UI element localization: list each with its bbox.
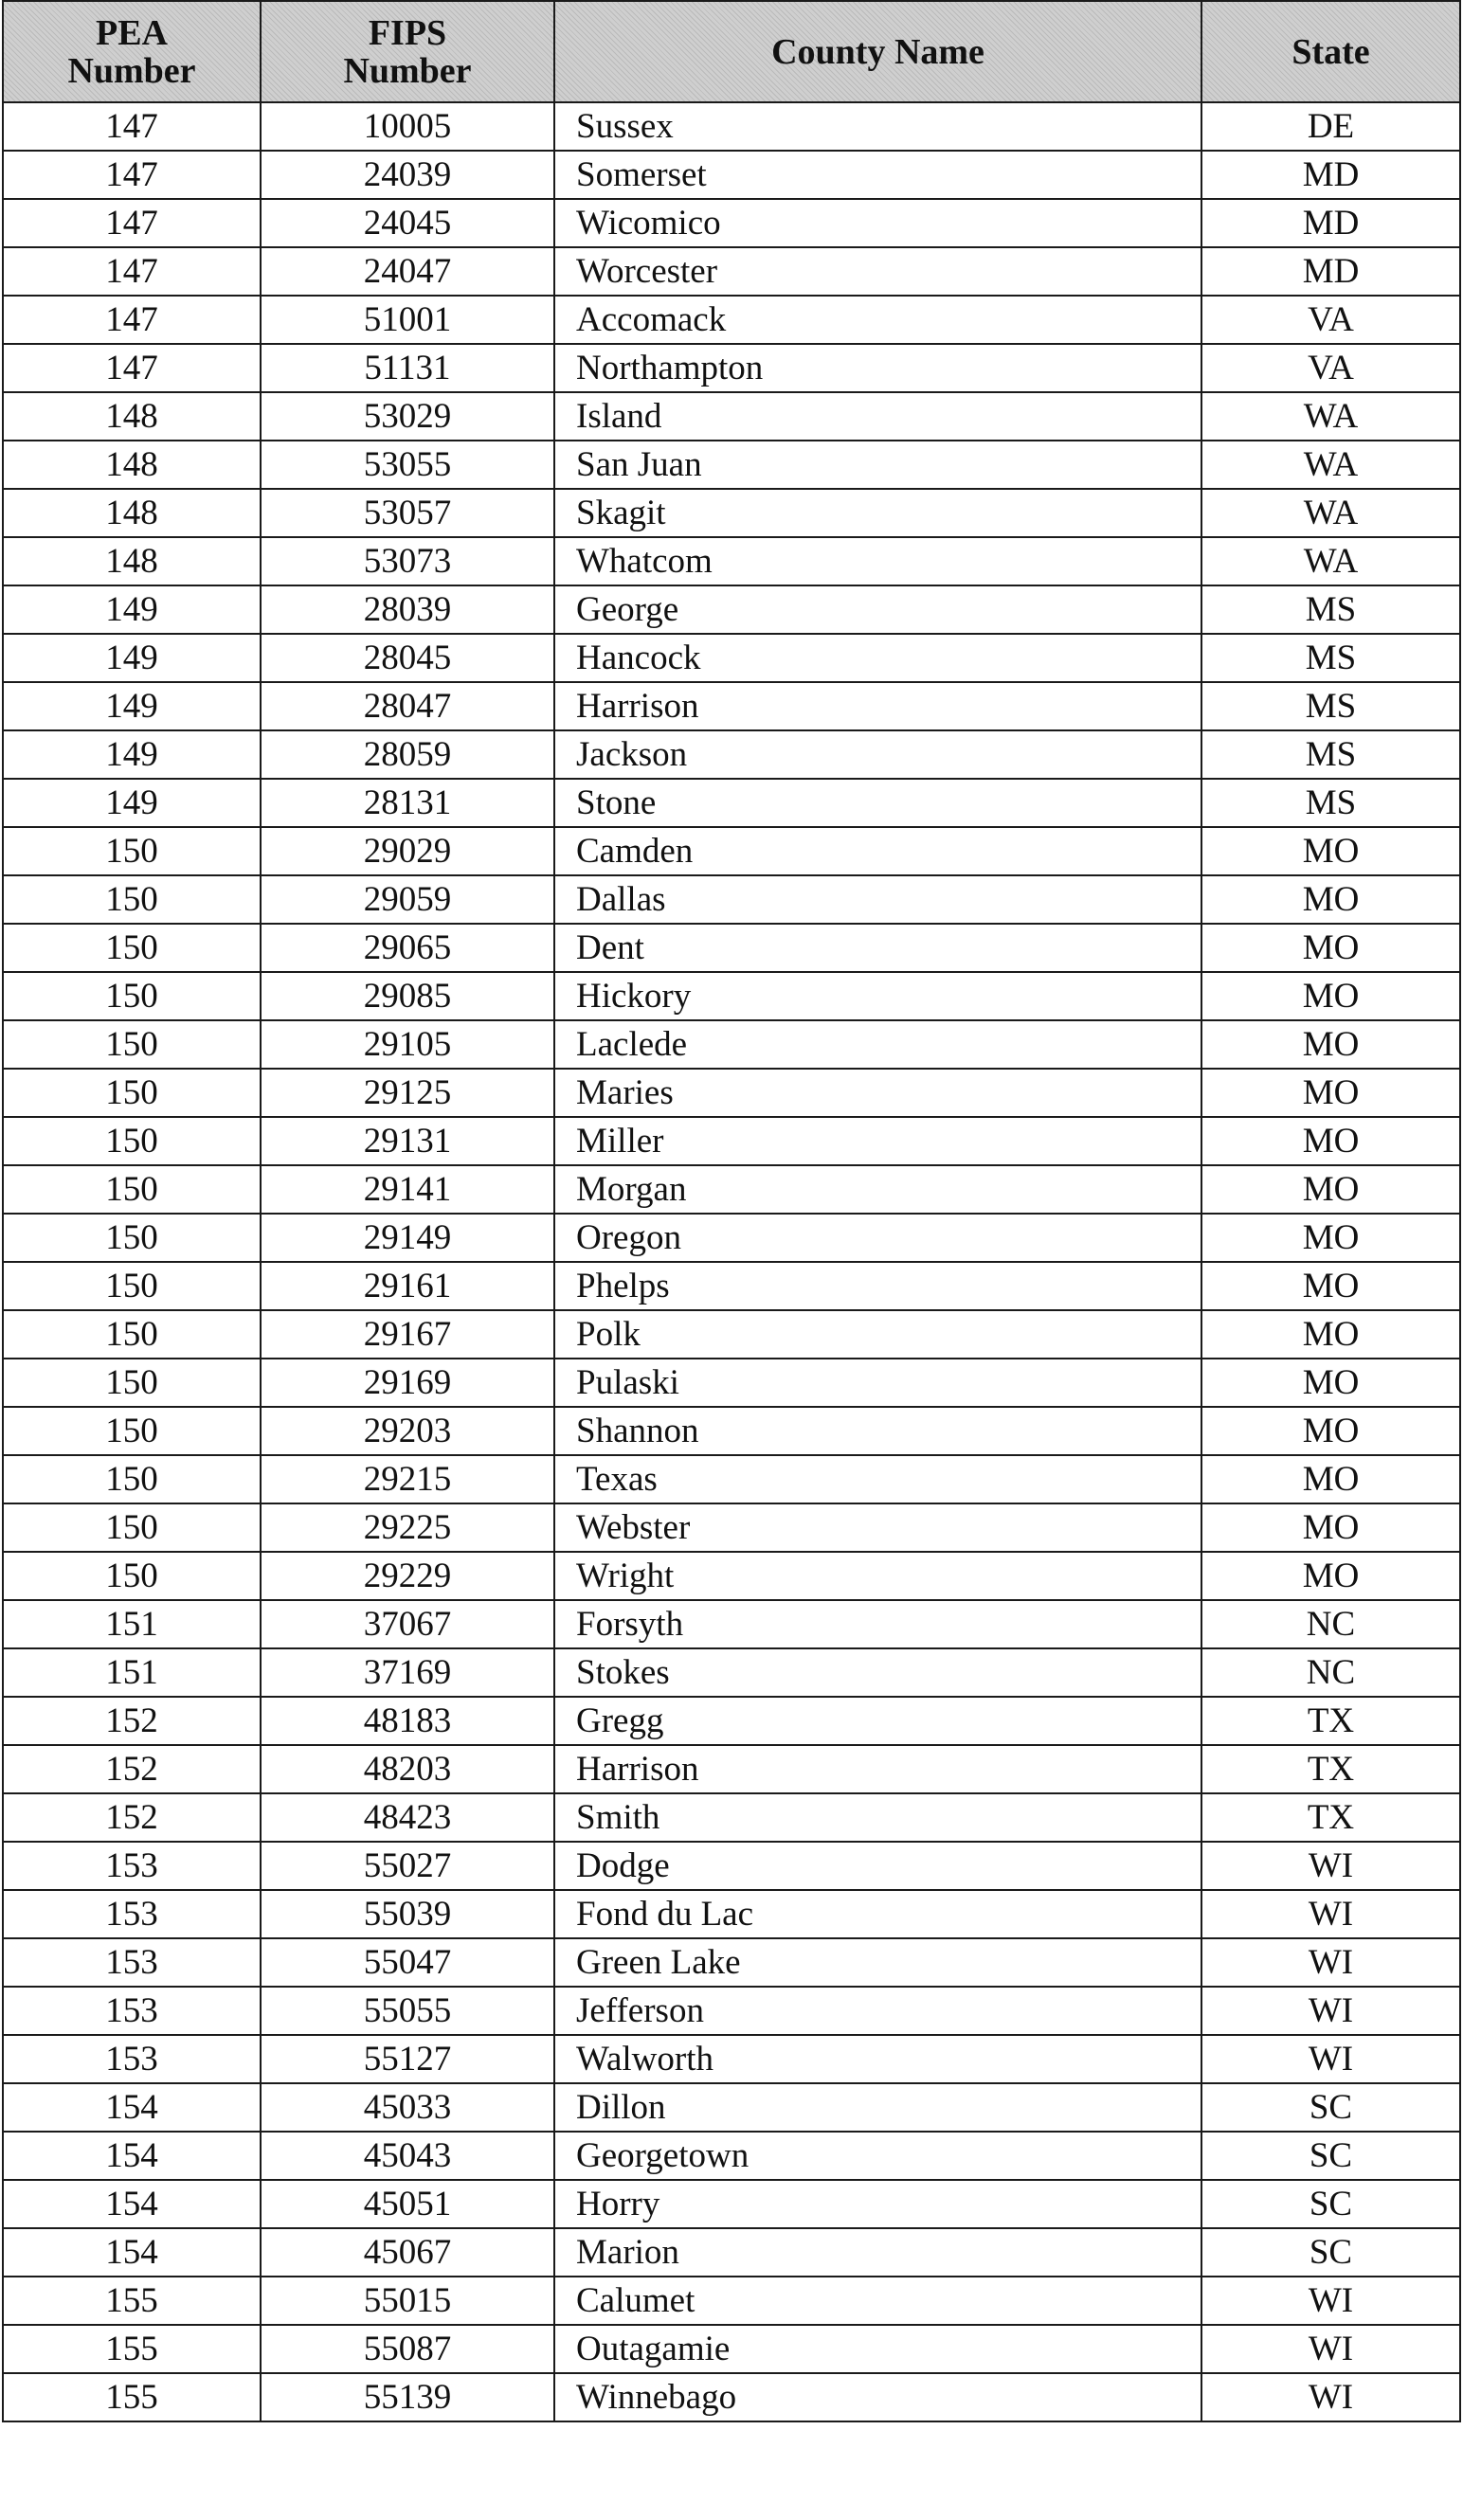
cell-state: MO — [1201, 924, 1460, 972]
cell-county-name: Island — [554, 392, 1201, 441]
cell-pea-number: 147 — [3, 344, 261, 392]
cell-fips-number: 29161 — [261, 1262, 554, 1310]
cell-county-name: Accomack — [554, 296, 1201, 344]
cell-county-name: Hancock — [554, 634, 1201, 682]
cell-county-name: Pulaski — [554, 1359, 1201, 1407]
cell-fips-number: 28131 — [261, 779, 554, 827]
cell-state: MO — [1201, 1117, 1460, 1165]
cell-pea-number: 150 — [3, 1214, 261, 1262]
cell-county-name: Gregg — [554, 1697, 1201, 1745]
cell-county-name: Dent — [554, 924, 1201, 972]
cell-state: MO — [1201, 1069, 1460, 1117]
cell-fips-number: 37169 — [261, 1648, 554, 1697]
header-county-name: County Name — [554, 1, 1201, 102]
cell-county-name: Calumet — [554, 2277, 1201, 2325]
cell-fips-number: 24045 — [261, 199, 554, 247]
cell-fips-number: 48423 — [261, 1793, 554, 1842]
cell-fips-number: 55015 — [261, 2277, 554, 2325]
cell-state: WI — [1201, 1987, 1460, 2035]
cell-fips-number: 55047 — [261, 1938, 554, 1987]
cell-fips-number: 55087 — [261, 2325, 554, 2373]
cell-state: MO — [1201, 1455, 1460, 1503]
cell-fips-number: 45043 — [261, 2132, 554, 2180]
cell-county-name: Miller — [554, 1117, 1201, 1165]
table-row — [3, 2228, 1460, 2277]
cell-pea-number: 150 — [3, 1262, 261, 1310]
table-row — [3, 1745, 1460, 1793]
cell-fips-number: 53055 — [261, 441, 554, 489]
table-row — [3, 1407, 1460, 1455]
cell-fips-number: 29105 — [261, 1020, 554, 1069]
cell-county-name: Morgan — [554, 1165, 1201, 1214]
table-row — [3, 247, 1460, 296]
cell-pea-number: 147 — [3, 199, 261, 247]
cell-fips-number: 53057 — [261, 489, 554, 537]
table-row — [3, 1987, 1460, 2035]
cell-fips-number: 45051 — [261, 2180, 554, 2228]
table-row — [3, 1165, 1460, 1214]
cell-pea-number: 148 — [3, 392, 261, 441]
cell-fips-number: 51131 — [261, 344, 554, 392]
cell-state: WI — [1201, 1938, 1460, 1987]
cell-fips-number: 28059 — [261, 730, 554, 779]
cell-fips-number: 28047 — [261, 682, 554, 730]
cell-fips-number: 55055 — [261, 1987, 554, 2035]
cell-county-name: Polk — [554, 1310, 1201, 1359]
cell-pea-number: 148 — [3, 537, 261, 585]
cell-fips-number: 48203 — [261, 1745, 554, 1793]
cell-county-name: Dillon — [554, 2083, 1201, 2132]
table-row — [3, 1938, 1460, 1987]
cell-pea-number: 155 — [3, 2277, 261, 2325]
cell-pea-number: 148 — [3, 441, 261, 489]
cell-fips-number: 29059 — [261, 875, 554, 924]
cell-pea-number: 150 — [3, 1552, 261, 1600]
cell-county-name: Jackson — [554, 730, 1201, 779]
cell-fips-number: 55127 — [261, 2035, 554, 2083]
cell-state: SC — [1201, 2083, 1460, 2132]
cell-state: MO — [1201, 1262, 1460, 1310]
cell-state: WI — [1201, 2325, 1460, 2373]
cell-fips-number: 45067 — [261, 2228, 554, 2277]
cell-pea-number: 150 — [3, 1310, 261, 1359]
cell-state: MO — [1201, 827, 1460, 875]
cell-pea-number: 150 — [3, 1407, 261, 1455]
cell-state: TX — [1201, 1745, 1460, 1793]
cell-pea-number: 153 — [3, 2035, 261, 2083]
table-header — [3, 1, 1460, 102]
cell-fips-number: 55039 — [261, 1890, 554, 1938]
table-row — [3, 1359, 1460, 1407]
cell-pea-number: 153 — [3, 1890, 261, 1938]
table-row — [3, 151, 1460, 199]
table-row — [3, 2035, 1460, 2083]
cell-pea-number: 150 — [3, 1069, 261, 1117]
cell-state: MO — [1201, 972, 1460, 1020]
table-row — [3, 2373, 1460, 2421]
cell-county-name: Wright — [554, 1552, 1201, 1600]
cell-state: NC — [1201, 1648, 1460, 1697]
cell-state: SC — [1201, 2180, 1460, 2228]
cell-pea-number: 152 — [3, 1697, 261, 1745]
table-row — [3, 1503, 1460, 1552]
cell-county-name: San Juan — [554, 441, 1201, 489]
table-row — [3, 199, 1460, 247]
header-pea-line-1: PEA — [96, 12, 168, 53]
cell-fips-number: 55027 — [261, 1842, 554, 1890]
table-row — [3, 924, 1460, 972]
table-row — [3, 1214, 1460, 1262]
cell-county-name: Laclede — [554, 1020, 1201, 1069]
cell-pea-number: 150 — [3, 875, 261, 924]
cell-state: MO — [1201, 1020, 1460, 1069]
cell-county-name: Green Lake — [554, 1938, 1201, 1987]
table-row — [3, 1455, 1460, 1503]
table-row — [3, 779, 1460, 827]
cell-state: MO — [1201, 1214, 1460, 1262]
header-pea-number — [3, 1, 261, 102]
cell-county-name: Somerset — [554, 151, 1201, 199]
cell-state: MO — [1201, 1552, 1460, 1600]
header-fips-line-2: Number — [343, 50, 472, 91]
cell-pea-number: 149 — [3, 585, 261, 634]
cell-fips-number: 53029 — [261, 392, 554, 441]
cell-state: WA — [1201, 441, 1460, 489]
cell-county-name: Harrison — [554, 1745, 1201, 1793]
table-row — [3, 1310, 1460, 1359]
cell-state: MO — [1201, 1165, 1460, 1214]
table-row — [3, 2180, 1460, 2228]
cell-county-name: Wicomico — [554, 199, 1201, 247]
cell-fips-number: 51001 — [261, 296, 554, 344]
cell-pea-number: 150 — [3, 1165, 261, 1214]
cell-state: MD — [1201, 151, 1460, 199]
cell-fips-number: 48183 — [261, 1697, 554, 1745]
cell-state: SC — [1201, 2132, 1460, 2180]
cell-pea-number: 149 — [3, 730, 261, 779]
cell-county-name: Stone — [554, 779, 1201, 827]
cell-county-name: Shannon — [554, 1407, 1201, 1455]
cell-county-name: Fond du Lac — [554, 1890, 1201, 1938]
cell-pea-number: 151 — [3, 1600, 261, 1648]
cell-state: WI — [1201, 2035, 1460, 2083]
cell-pea-number: 149 — [3, 779, 261, 827]
cell-pea-number: 152 — [3, 1745, 261, 1793]
table-row — [3, 1890, 1460, 1938]
cell-fips-number: 29167 — [261, 1310, 554, 1359]
cell-pea-number: 147 — [3, 151, 261, 199]
cell-county-name: Sussex — [554, 102, 1201, 151]
table-row — [3, 2277, 1460, 2325]
cell-pea-number: 150 — [3, 1020, 261, 1069]
cell-state: WI — [1201, 1842, 1460, 1890]
cell-state: WI — [1201, 2373, 1460, 2421]
table-row — [3, 537, 1460, 585]
table-row — [3, 2325, 1460, 2373]
cell-fips-number: 37067 — [261, 1600, 554, 1648]
cell-state: WI — [1201, 2277, 1460, 2325]
cell-pea-number: 150 — [3, 827, 261, 875]
cell-pea-number: 150 — [3, 1503, 261, 1552]
cell-state: WI — [1201, 1890, 1460, 1938]
cell-state: TX — [1201, 1793, 1460, 1842]
cell-pea-number: 150 — [3, 924, 261, 972]
cell-pea-number: 149 — [3, 682, 261, 730]
cell-state: VA — [1201, 344, 1460, 392]
cell-fips-number: 29203 — [261, 1407, 554, 1455]
table-row — [3, 1262, 1460, 1310]
cell-fips-number: 29131 — [261, 1117, 554, 1165]
cell-state: MD — [1201, 199, 1460, 247]
cell-fips-number: 29169 — [261, 1359, 554, 1407]
cell-county-name: Camden — [554, 827, 1201, 875]
cell-fips-number: 53073 — [261, 537, 554, 585]
cell-county-name: Northampton — [554, 344, 1201, 392]
table-row — [3, 972, 1460, 1020]
cell-state: WA — [1201, 537, 1460, 585]
cell-state: TX — [1201, 1697, 1460, 1745]
table-row — [3, 730, 1460, 779]
cell-state: MS — [1201, 682, 1460, 730]
cell-county-name: Harrison — [554, 682, 1201, 730]
cell-state: MD — [1201, 247, 1460, 296]
header-row — [3, 1, 1460, 102]
cell-state: MS — [1201, 779, 1460, 827]
table-row — [3, 875, 1460, 924]
cell-fips-number: 29225 — [261, 1503, 554, 1552]
table-row — [3, 1842, 1460, 1890]
header-state: State — [1201, 1, 1460, 102]
cell-fips-number: 24039 — [261, 151, 554, 199]
header-fips-line-1: FIPS — [368, 12, 447, 53]
cell-county-name: Georgetown — [554, 2132, 1201, 2180]
cell-pea-number: 147 — [3, 247, 261, 296]
cell-pea-number: 151 — [3, 1648, 261, 1697]
cell-fips-number: 29229 — [261, 1552, 554, 1600]
table-row — [3, 489, 1460, 537]
cell-state: MO — [1201, 1407, 1460, 1455]
header-pea-line-2: Number — [67, 50, 196, 91]
cell-county-name: Oregon — [554, 1214, 1201, 1262]
cell-pea-number: 148 — [3, 489, 261, 537]
cell-fips-number: 29029 — [261, 827, 554, 875]
table-row — [3, 682, 1460, 730]
cell-county-name: Worcester — [554, 247, 1201, 296]
cell-county-name: Dallas — [554, 875, 1201, 924]
table-row — [3, 827, 1460, 875]
cell-pea-number: 150 — [3, 1455, 261, 1503]
cell-county-name: Forsyth — [554, 1600, 1201, 1648]
cell-state: VA — [1201, 296, 1460, 344]
table-row — [3, 2132, 1460, 2180]
header-fips-number — [261, 1, 554, 102]
table-row — [3, 1600, 1460, 1648]
cell-pea-number: 149 — [3, 634, 261, 682]
cell-state: SC — [1201, 2228, 1460, 2277]
cell-state: WA — [1201, 489, 1460, 537]
cell-state: NC — [1201, 1600, 1460, 1648]
table-row — [3, 1552, 1460, 1600]
cell-county-name: Maries — [554, 1069, 1201, 1117]
cell-state: WA — [1201, 392, 1460, 441]
cell-county-name: Horry — [554, 2180, 1201, 2228]
cell-state: MS — [1201, 585, 1460, 634]
cell-pea-number: 154 — [3, 2228, 261, 2277]
cell-pea-number: 153 — [3, 1842, 261, 1890]
cell-fips-number: 29149 — [261, 1214, 554, 1262]
cell-county-name: Dodge — [554, 1842, 1201, 1890]
cell-pea-number: 152 — [3, 1793, 261, 1842]
cell-county-name: Stokes — [554, 1648, 1201, 1697]
cell-county-name: Jefferson — [554, 1987, 1201, 2035]
cell-fips-number: 55139 — [261, 2373, 554, 2421]
cell-state: DE — [1201, 102, 1460, 151]
cell-fips-number: 45033 — [261, 2083, 554, 2132]
cell-fips-number: 29141 — [261, 1165, 554, 1214]
table-row — [3, 1117, 1460, 1165]
cell-fips-number: 28039 — [261, 585, 554, 634]
cell-fips-number: 29125 — [261, 1069, 554, 1117]
table-row — [3, 585, 1460, 634]
table-row — [3, 1020, 1460, 1069]
cell-county-name: Smith — [554, 1793, 1201, 1842]
cell-state: MO — [1201, 1503, 1460, 1552]
cell-pea-number: 155 — [3, 2325, 261, 2373]
cell-pea-number: 147 — [3, 102, 261, 151]
cell-county-name: Phelps — [554, 1262, 1201, 1310]
cell-pea-number: 150 — [3, 972, 261, 1020]
cell-pea-number: 154 — [3, 2132, 261, 2180]
cell-fips-number: 24047 — [261, 247, 554, 296]
cell-pea-number: 154 — [3, 2083, 261, 2132]
cell-county-name: Hickory — [554, 972, 1201, 1020]
table-body — [3, 102, 1460, 2421]
cell-pea-number: 150 — [3, 1359, 261, 1407]
cell-state: MS — [1201, 634, 1460, 682]
table-row — [3, 1648, 1460, 1697]
table-row — [3, 1069, 1460, 1117]
table-row — [3, 2083, 1460, 2132]
cell-fips-number: 28045 — [261, 634, 554, 682]
cell-state: MO — [1201, 1310, 1460, 1359]
cell-county-name: Skagit — [554, 489, 1201, 537]
cell-pea-number: 153 — [3, 1938, 261, 1987]
cell-fips-number: 10005 — [261, 102, 554, 151]
cell-county-name: Whatcom — [554, 537, 1201, 585]
cell-fips-number: 29085 — [261, 972, 554, 1020]
cell-county-name: Walworth — [554, 2035, 1201, 2083]
cell-pea-number: 154 — [3, 2180, 261, 2228]
cell-pea-number: 153 — [3, 1987, 261, 2035]
table-row — [3, 344, 1460, 392]
cell-state: MO — [1201, 1359, 1460, 1407]
table-row — [3, 1697, 1460, 1745]
cell-pea-number: 155 — [3, 2373, 261, 2421]
cell-county-name: George — [554, 585, 1201, 634]
cell-county-name: Winnebago — [554, 2373, 1201, 2421]
cell-state: MS — [1201, 730, 1460, 779]
cell-county-name: Outagamie — [554, 2325, 1201, 2373]
table-row — [3, 102, 1460, 151]
county-table — [2, 0, 1461, 2422]
cell-county-name: Marion — [554, 2228, 1201, 2277]
table-row — [3, 634, 1460, 682]
table-row — [3, 441, 1460, 489]
cell-pea-number: 150 — [3, 1117, 261, 1165]
cell-fips-number: 29065 — [261, 924, 554, 972]
cell-pea-number: 147 — [3, 296, 261, 344]
cell-fips-number: 29215 — [261, 1455, 554, 1503]
table-row — [3, 1793, 1460, 1842]
cell-state: MO — [1201, 875, 1460, 924]
cell-county-name: Webster — [554, 1503, 1201, 1552]
table-row — [3, 296, 1460, 344]
table-row — [3, 392, 1460, 441]
cell-county-name: Texas — [554, 1455, 1201, 1503]
